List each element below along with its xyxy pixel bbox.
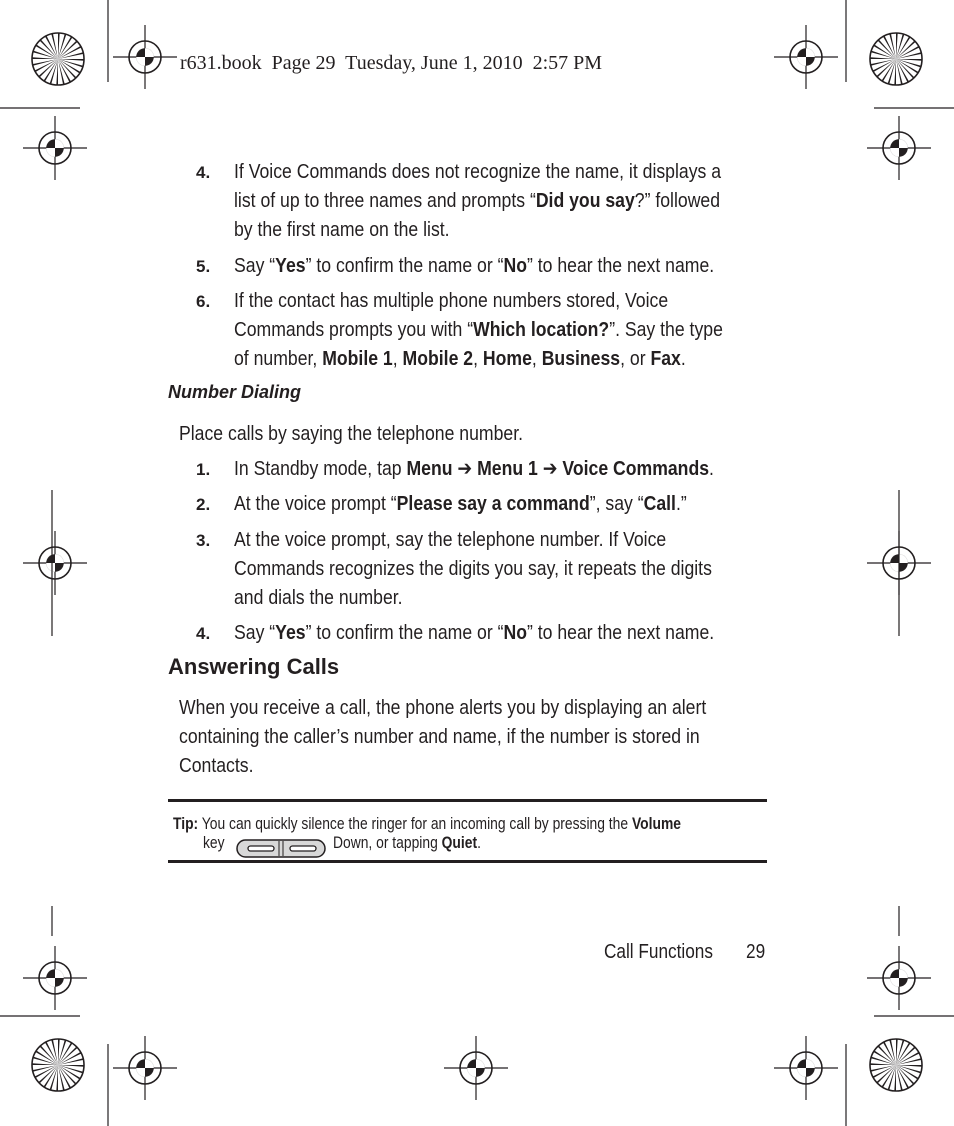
bold-term: Yes — [275, 621, 306, 644]
step-number: 5. — [196, 257, 211, 276]
text-run: Commands prompts you with “ — [234, 318, 474, 341]
step-line — [234, 618, 767, 647]
text-run: list of up to three names and prompts “ — [234, 189, 536, 212]
text-run: . — [680, 347, 686, 370]
answering-calls-paragraph — [179, 693, 764, 780]
tip-text-1: You can quickly silence the ringer for an incoming call by pressing the — [201, 815, 629, 833]
text-run: At the voice prompt, say the telephone number. If Voice — [234, 528, 667, 551]
bold-term: Menu ➔ Menu 1 ➔ Voice Commands — [406, 457, 710, 480]
step-text — [234, 525, 767, 612]
paragraph-line: containing the caller’s number and name, if the number is stored in — [179, 725, 700, 748]
paragraph-line: When you receive a call, the phone alerts you by displaying an alert — [179, 696, 707, 719]
text-run: If Voice Commands does not recognize the name, it displays a — [234, 160, 722, 183]
bold-term: Which location? — [473, 318, 610, 341]
step-number: 1. — [196, 460, 211, 479]
text-run: At the voice prompt “ — [234, 492, 397, 515]
step-line — [234, 286, 767, 315]
step-text — [234, 489, 767, 518]
text-run: . — [709, 457, 714, 480]
text-run: ” to hear the next name. — [526, 621, 715, 644]
number-dialing-intro: Place calls by saying the telephone number. — [179, 422, 524, 445]
step-line — [234, 315, 767, 344]
text-run: , — [531, 347, 542, 370]
tip-text-2: Down, or tapping — [333, 834, 438, 852]
step-number: 4. — [196, 163, 211, 182]
step-text — [234, 157, 767, 244]
tip-key-word: key — [203, 834, 225, 852]
step-text — [234, 286, 767, 373]
step-line — [234, 344, 767, 373]
text-run: ?” followed — [634, 189, 721, 212]
paragraph-line: Contacts. — [179, 754, 254, 777]
step-line — [234, 251, 767, 280]
bold-term: Business — [541, 347, 621, 370]
text-run: ” to hear the next name. — [526, 254, 715, 277]
footer-page-number: 29 — [746, 941, 766, 963]
step-text — [234, 618, 767, 647]
step-line — [234, 489, 767, 518]
text-run: by the first name on the list. — [234, 218, 450, 241]
step-line — [234, 454, 767, 483]
step-line — [234, 215, 767, 244]
step-text — [234, 454, 767, 483]
text-run: If the contact has multiple phone numbers stored, Voice — [234, 289, 669, 312]
step-number: 6. — [196, 292, 211, 311]
step-number: 3. — [196, 531, 211, 550]
bold-term: Did you say — [535, 189, 635, 212]
footer-section-title: Call Functions — [604, 941, 713, 963]
step-line — [234, 186, 767, 215]
tip-box — [168, 799, 767, 863]
text-run: ” to confirm the name or “ — [305, 621, 504, 644]
bold-term: No — [503, 621, 527, 644]
step-number: 4. — [196, 624, 211, 643]
tip-volume: Volume — [631, 815, 681, 833]
text-run: Say “ — [234, 254, 276, 277]
step-line — [234, 583, 767, 612]
step-line — [234, 525, 767, 554]
tip-quiet: Quiet — [441, 834, 478, 852]
step-line — [234, 157, 767, 186]
text-run: and dials the number. — [234, 586, 403, 609]
bold-term: No — [503, 254, 527, 277]
text-run: ”, say “ — [589, 492, 644, 515]
step-text — [234, 251, 767, 280]
volume-key-icon — [236, 838, 326, 860]
text-run: .” — [675, 492, 687, 515]
tip-end: . — [477, 834, 481, 852]
section-heading-number-dialing: Number Dialing — [168, 382, 302, 402]
tip-line-2 — [203, 833, 225, 853]
step-number: 2. — [196, 495, 211, 514]
bold-term: Home — [482, 347, 532, 370]
book-header: r631.book Page 29 Tuesday, June 1, 2010 2:57 PM — [180, 52, 603, 74]
bold-term: Fax — [650, 347, 681, 370]
text-run: of number, — [234, 347, 323, 370]
text-run: Say “ — [234, 621, 276, 644]
tip-line-2b — [333, 833, 481, 853]
text-run: , — [392, 347, 403, 370]
text-run: , — [473, 347, 483, 370]
bold-term: Mobile 1 — [322, 347, 393, 370]
section-heading-answering-calls: Answering Calls — [168, 654, 340, 679]
tip-label: Tip: — [173, 815, 199, 833]
text-run: ”. Say the type — [609, 318, 723, 341]
step-line — [234, 554, 767, 583]
bold-term: Mobile 2 — [402, 347, 474, 370]
bold-term: Call — [643, 492, 676, 515]
tip-line-1 — [173, 814, 681, 834]
bold-term: Yes — [275, 254, 306, 277]
text-run: ” to confirm the name or “ — [305, 254, 504, 277]
text-run: , or — [620, 347, 651, 370]
text-run: Commands recognizes the digits you say, it repeats the digits — [234, 557, 712, 580]
bold-term: Please say a command — [396, 492, 590, 515]
text-run: In Standby mode, tap — [234, 457, 407, 480]
